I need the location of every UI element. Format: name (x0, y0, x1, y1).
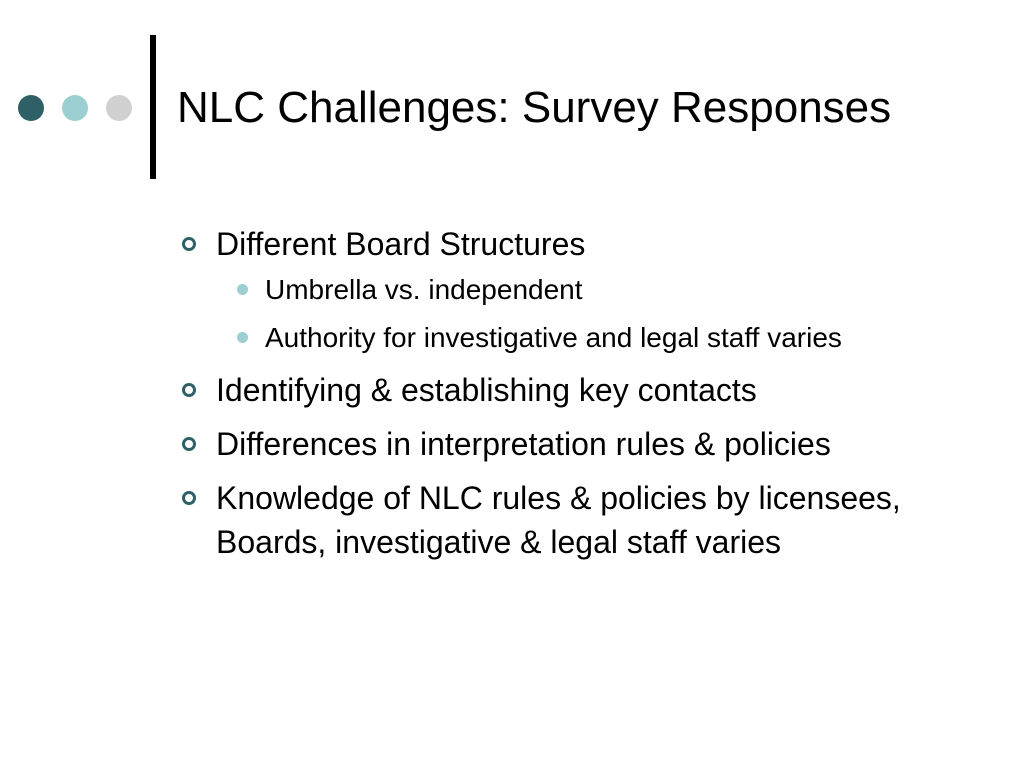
sub-bullet-item (216, 270, 976, 310)
sub-bullet-list (216, 270, 976, 358)
bullet-item (176, 222, 976, 358)
bullet-text: Different Board Structures (216, 226, 586, 262)
ring-bullet-icon (182, 437, 196, 451)
bullet-text: Differences in interpretation rules & policies (216, 426, 831, 462)
ring-bullet-icon (182, 383, 196, 397)
sub-bullet-text: Umbrella vs. independent (265, 274, 583, 305)
sub-bullet-item (216, 318, 976, 358)
bullet-text: Knowledge of NLC rules & policies by licensees, Boards, investigative & legal staff varies (216, 480, 901, 560)
title-divider (150, 35, 156, 179)
sub-bullet-text: Authority for investigative and legal staff varies (265, 322, 842, 353)
bullet-item (176, 476, 976, 564)
gray-dot-icon (106, 95, 132, 121)
light-dot-icon (62, 95, 88, 121)
dark-dot-icon (18, 95, 44, 121)
bullet-list (176, 222, 976, 574)
bullet-item (176, 422, 976, 466)
ring-bullet-icon (182, 491, 196, 505)
dot-bullet-icon (237, 332, 248, 343)
decorative-dots (18, 95, 138, 121)
dot-bullet-icon (237, 284, 248, 295)
ring-bullet-icon (182, 237, 196, 251)
bullet-text: Identifying & establishing key contacts (216, 372, 757, 408)
slide-title: NLC Challenges: Survey Responses (177, 83, 892, 132)
bullet-item (176, 368, 976, 412)
